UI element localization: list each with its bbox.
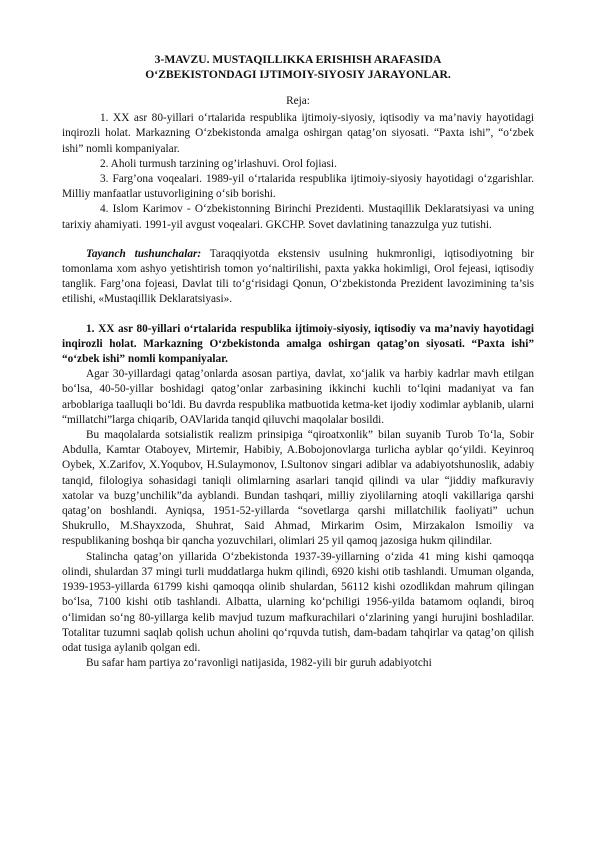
body-paragraph: Bu maqolalarda sotsialistik realizm prinsipiga “qiroatxonlik” bilan suyanib Turob To‘la, Sobir Abdulla, Kamtar Otaboyev, Mirtemir, Habibiy, A.Bobojonovlarga turlicha ayblar qo‘yildi. Keyinroq Oybek, X.Zarifov, X.Yoqubov, H.Sulaymonov, I.Sultonov singari adiblar va adabiyotshunoslik, adabiy tanqid, filologiya sohasidagi taniqli olimlarning asarlari tanqid qilindi va ular “jiddiy mafkuraviy xatolar va buzg’unchilik”da ayblandi. Bundan tashqari, milliy ziyolilarning atoqli vakillariga qarshi qatag’on boshlandi. Ayniqsa, 1951-52-yillarda “sovetlarga qarshi millatchilik faoliyati” uchun Shukrullo, M.Shayxzoda, Shuhrat, Said Ahmad, Mirkarim Osim, Mirzakalon Ismoiliy va respublikaning boshqa bir qancha yozuvchilari, olimlari 25 yil qamoq jazosiga hukm qilindilar. <box>62 429 534 548</box>
section-1-body <box>62 367 534 671</box>
plan-item: 2. Aholi turmush tarzining og’irlashuvi. Orol fojiasi. <box>100 157 337 170</box>
key-concepts-text: Taraqqiyotda ekstensiv usulning hukmronligi, iqtisodiyotning bir tomonlama xom ashyo yetishtirish tomon yo‘naltirilishi, paxta yakka hokimligi, Orol fejeasi, iqtisodiy tanglik. Farg’ona fojeasi, Davlat tili to‘g‘risidagi Qonun, O‘zbekistonda Prezident lavozimining ta’sis etilishi, «Mustaqillik Deklaratsiyasi». <box>62 247 535 306</box>
section-1-heading: 1. XX asr 80-yillari o‘rtalarida respublika ijtimoiy-siyosiy, iqtisodiy va ma’naviy hayotidagi inqirozli holat. Markazning O‘zbekistonda amalga oshirgan qatag’on siyosati. “Paxta ishi” “o‘zbek ishi” nomli kompaniyalar. <box>62 322 534 366</box>
key-concepts-paragraph <box>62 247 534 308</box>
topic-title-line-2: O‘ZBEKISTONDAGI IJTIMOIY-SIYOSIY JARAYONLAR. <box>145 68 451 81</box>
plan-list <box>62 111 534 233</box>
topic-title <box>62 52 534 82</box>
plan-heading: Reja: <box>286 95 310 107</box>
body-paragraph: Bu safar ham partiya zo‘ravonligi natijasida, 1982-yili bir guruh adabiyotchi <box>86 657 432 670</box>
plan-item: 1. XX asr 80-yillari o‘rtalarida respublika ijtimoiy-siyosiy, iqtisodiy va ma’naviy hayotidagi inqirozli holat. Markazning O‘zbekistonda amalga oshirgan qatag’on siyosati. “Paxta ishi”, “o‘zbek ishi” nomli kompaniyalar. <box>62 112 534 155</box>
key-concepts-label: Tayanch tushunchalar: <box>86 247 202 260</box>
plan-item: 4. Islom Karimov - O‘zbekistonning Birinchi Prezidenti. Mustaqillik Deklaratsiyasi va uning tarixiy ahamiyati. 1991-yil avgust voqealari. GKCHP. Sovet davlatining tanazzulga yuz tutishi. <box>62 203 534 231</box>
plan-item: 3. Farg’ona voqealari. 1989-yil o‘rtalarida respublika ijtimoiy-siyosiy hayotidagi o‘zgarishlar. Milliy manfaatlar ustuvorligining o‘sib borishi. <box>62 173 534 201</box>
body-paragraph: Stalincha qatag’on yillarida O‘zbekistonda 1937-39-yillarning o‘zida 41 ming kishi qamoqqa olindi, shulardan 37 mingi turli muddatlarga hukm qilindi, 6920 kishi otib tashlandi. Umuman olganda, 1939-1953-yillarda 61799 kishi qamoqqa olinib shulardan, 56112 kishi ozodlikdan mahrum qilingan bo‘lsa, 7100 kishi otib tashlandi. Albatta, ularning ko‘pchiligi 1956-yilda batamom oqlandi, biroq o‘limidan so‘ng 80-yillarga kelib mavjud tuzum mafkurachilari o‘zlarining yangi hurujini boshladilar. Totalitar tuzumni saqlab qolish uchun aholini qo‘rquvda tutish, dam-badam tahqirlar va qatag’on qilish odat tusiga aylanib qolgan edi. <box>62 550 534 654</box>
body-paragraph: Agar 30-yillardagi qatag’onlarda asosan partiya, davlat, xo‘jalik va harbiy kadrlar mavh etilgan bo‘lsa, 40-50-yillar boshidagi qatog’onlar zarbasining ikkinchi kuchli to‘lqini madaniyat va fan arboblariga taalluqli bo‘ldi. Bu davrda respublika matbuotida ketma-ket ijodiy xodimlar ayblanib, ularni “millatchi”larga chiqarib, OAVlarida tanqid qiluvchi maqolalar bosildi. <box>62 368 534 426</box>
topic-title-line-1: 3-MAVZU. MUSTAQILLIKKA ERISHISH ARAFASIDA <box>154 53 442 66</box>
